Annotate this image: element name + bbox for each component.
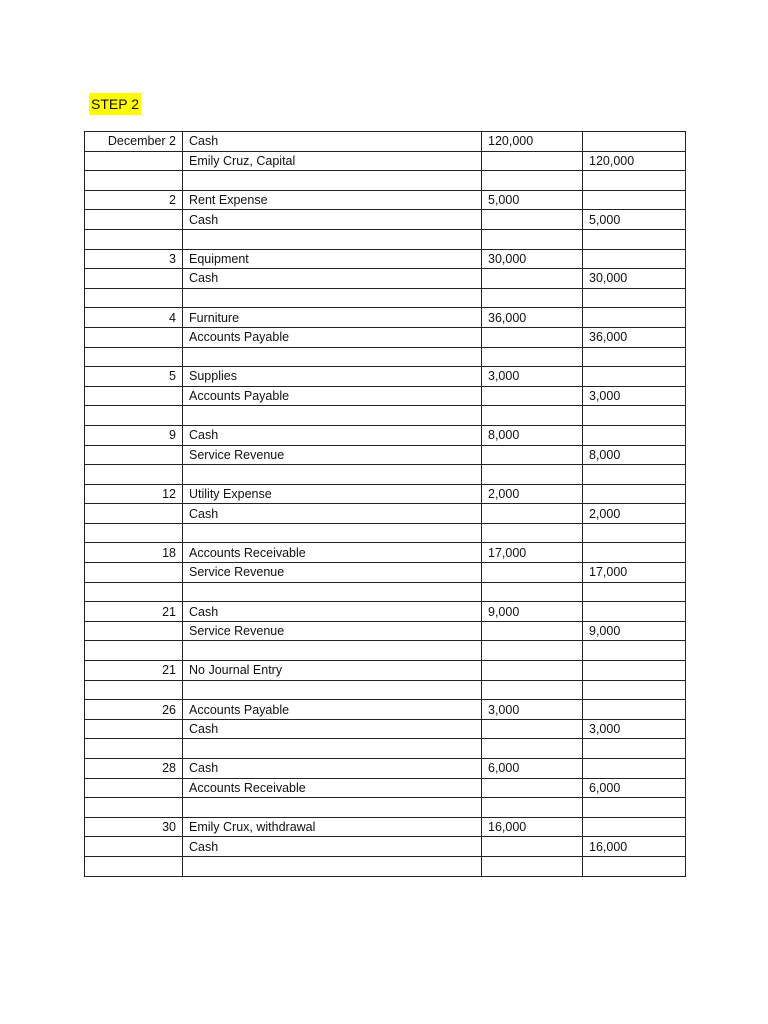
credit-cell: 6,000	[583, 778, 686, 798]
date-cell: 26	[85, 700, 183, 720]
date-cell	[85, 445, 183, 465]
journal-row	[85, 249, 686, 269]
account-cell: No Journal Entry	[183, 661, 482, 681]
journal-row	[85, 602, 686, 622]
journal-row	[85, 210, 686, 230]
debit-cell	[482, 210, 583, 230]
debit-cell	[482, 641, 583, 661]
debit-cell	[482, 229, 583, 249]
journal-row	[85, 151, 686, 171]
debit-cell	[482, 661, 583, 681]
date-cell: 5	[85, 367, 183, 387]
date-cell	[85, 523, 183, 543]
debit-cell	[482, 171, 583, 191]
journal-table	[84, 131, 686, 877]
debit-cell	[482, 465, 583, 485]
journal-row	[85, 543, 686, 563]
date-cell	[85, 347, 183, 367]
credit-cell	[583, 249, 686, 269]
date-cell	[85, 171, 183, 191]
date-cell	[85, 856, 183, 876]
account-cell	[183, 680, 482, 700]
debit-cell: 36,000	[482, 308, 583, 328]
account-cell: Emily Cruz, Capital	[183, 151, 482, 171]
account-cell	[183, 641, 482, 661]
date-cell: 30	[85, 817, 183, 837]
date-cell	[85, 582, 183, 602]
debit-cell	[482, 327, 583, 347]
journal-row	[85, 856, 686, 876]
date-cell: 28	[85, 759, 183, 779]
journal-row	[85, 504, 686, 524]
debit-cell: 16,000	[482, 817, 583, 837]
credit-cell	[583, 759, 686, 779]
journal-row	[85, 132, 686, 152]
account-cell	[183, 856, 482, 876]
credit-cell	[583, 798, 686, 818]
credit-cell	[583, 484, 686, 504]
account-cell: Cash	[183, 759, 482, 779]
account-cell: Equipment	[183, 249, 482, 269]
credit-cell	[583, 661, 686, 681]
account-cell: Cash	[183, 837, 482, 857]
date-cell	[85, 641, 183, 661]
credit-cell	[583, 288, 686, 308]
account-cell	[183, 229, 482, 249]
date-cell	[85, 406, 183, 426]
journal-row	[85, 621, 686, 641]
credit-cell	[583, 582, 686, 602]
date-cell	[85, 269, 183, 289]
journal-row	[85, 406, 686, 426]
credit-cell: 30,000	[583, 269, 686, 289]
journal-row	[85, 739, 686, 759]
debit-cell	[482, 445, 583, 465]
account-cell: Accounts Receivable	[183, 778, 482, 798]
account-cell: Rent Expense	[183, 190, 482, 210]
journal-row	[85, 347, 686, 367]
account-cell: Accounts Receivable	[183, 543, 482, 563]
debit-cell: 2,000	[482, 484, 583, 504]
account-cell: Accounts Payable	[183, 386, 482, 406]
debit-cell: 120,000	[482, 132, 583, 152]
credit-cell	[583, 856, 686, 876]
credit-cell	[583, 543, 686, 563]
date-cell	[85, 327, 183, 347]
credit-cell	[583, 308, 686, 328]
journal-row	[85, 190, 686, 210]
account-cell: Cash	[183, 719, 482, 739]
credit-cell: 3,000	[583, 386, 686, 406]
account-cell: Supplies	[183, 367, 482, 387]
journal-row	[85, 798, 686, 818]
account-cell: Cash	[183, 504, 482, 524]
credit-cell: 5,000	[583, 210, 686, 230]
account-cell	[183, 288, 482, 308]
date-cell: 18	[85, 543, 183, 563]
account-cell	[183, 347, 482, 367]
credit-cell	[583, 425, 686, 445]
date-cell: 4	[85, 308, 183, 328]
debit-cell	[482, 680, 583, 700]
debit-cell: 3,000	[482, 700, 583, 720]
account-cell: Cash	[183, 269, 482, 289]
credit-cell: 120,000	[583, 151, 686, 171]
debit-cell: 6,000	[482, 759, 583, 779]
date-cell	[85, 739, 183, 759]
account-cell: Accounts Payable	[183, 327, 482, 347]
journal-row	[85, 719, 686, 739]
debit-cell	[482, 582, 583, 602]
debit-cell	[482, 719, 583, 739]
credit-cell: 9,000	[583, 621, 686, 641]
debit-cell	[482, 151, 583, 171]
date-cell	[85, 621, 183, 641]
credit-cell: 17,000	[583, 563, 686, 583]
journal-row	[85, 367, 686, 387]
date-cell	[85, 680, 183, 700]
debit-cell	[482, 288, 583, 308]
date-cell	[85, 465, 183, 485]
account-cell	[183, 465, 482, 485]
journal-row	[85, 465, 686, 485]
journal-row	[85, 582, 686, 602]
date-cell: 21	[85, 602, 183, 622]
debit-cell: 30,000	[482, 249, 583, 269]
journal-row	[85, 837, 686, 857]
account-cell: Emily Crux, withdrawal	[183, 817, 482, 837]
account-cell: Cash	[183, 602, 482, 622]
account-cell: Accounts Payable	[183, 700, 482, 720]
debit-cell	[482, 504, 583, 524]
credit-cell	[583, 190, 686, 210]
debit-cell: 17,000	[482, 543, 583, 563]
credit-cell	[583, 171, 686, 191]
account-cell: Furniture	[183, 308, 482, 328]
account-cell	[183, 798, 482, 818]
credit-cell	[583, 817, 686, 837]
journal-row	[85, 308, 686, 328]
journal-row	[85, 778, 686, 798]
journal-row	[85, 171, 686, 191]
date-cell	[85, 798, 183, 818]
credit-cell	[583, 680, 686, 700]
date-cell: 3	[85, 249, 183, 269]
debit-cell	[482, 269, 583, 289]
date-cell: 21	[85, 661, 183, 681]
credit-cell: 16,000	[583, 837, 686, 857]
date-cell: 12	[85, 484, 183, 504]
account-cell: Utility Expense	[183, 484, 482, 504]
journal-row	[85, 680, 686, 700]
credit-cell	[583, 367, 686, 387]
credit-cell	[583, 700, 686, 720]
account-cell: Service Revenue	[183, 445, 482, 465]
debit-cell	[482, 347, 583, 367]
date-cell	[85, 288, 183, 308]
journal-row	[85, 817, 686, 837]
journal-row	[85, 445, 686, 465]
journal-row	[85, 523, 686, 543]
date-cell	[85, 719, 183, 739]
account-cell: Service Revenue	[183, 563, 482, 583]
date-cell	[85, 504, 183, 524]
debit-cell	[482, 837, 583, 857]
credit-cell	[583, 406, 686, 426]
journal-row	[85, 661, 686, 681]
account-cell: Service Revenue	[183, 621, 482, 641]
debit-cell	[482, 523, 583, 543]
account-cell: Cash	[183, 132, 482, 152]
credit-cell: 8,000	[583, 445, 686, 465]
account-cell	[183, 523, 482, 543]
account-cell	[183, 739, 482, 759]
date-cell: December 2	[85, 132, 183, 152]
debit-cell	[482, 778, 583, 798]
debit-cell: 5,000	[482, 190, 583, 210]
account-cell	[183, 171, 482, 191]
debit-cell	[482, 856, 583, 876]
date-cell: 2	[85, 190, 183, 210]
debit-cell	[482, 563, 583, 583]
date-cell	[85, 778, 183, 798]
credit-cell: 2,000	[583, 504, 686, 524]
credit-cell	[583, 229, 686, 249]
journal-row	[85, 386, 686, 406]
journal-row	[85, 563, 686, 583]
credit-cell	[583, 641, 686, 661]
account-cell	[183, 582, 482, 602]
debit-cell: 3,000	[482, 367, 583, 387]
journal-row	[85, 269, 686, 289]
date-cell	[85, 563, 183, 583]
debit-cell	[482, 386, 583, 406]
date-cell	[85, 210, 183, 230]
date-cell	[85, 837, 183, 857]
account-cell: Cash	[183, 425, 482, 445]
debit-cell: 8,000	[482, 425, 583, 445]
debit-cell	[482, 798, 583, 818]
credit-cell	[583, 602, 686, 622]
account-cell	[183, 406, 482, 426]
credit-cell	[583, 739, 686, 759]
journal-row	[85, 641, 686, 661]
debit-cell: 9,000	[482, 602, 583, 622]
credit-cell: 36,000	[583, 327, 686, 347]
debit-cell	[482, 406, 583, 426]
credit-cell	[583, 347, 686, 367]
journal-row	[85, 229, 686, 249]
date-cell	[85, 229, 183, 249]
journal-row	[85, 327, 686, 347]
credit-cell: 3,000	[583, 719, 686, 739]
credit-cell	[583, 523, 686, 543]
date-cell	[85, 151, 183, 171]
credit-cell	[583, 465, 686, 485]
journal-body	[85, 132, 686, 877]
journal-row	[85, 425, 686, 445]
journal-row	[85, 484, 686, 504]
debit-cell	[482, 621, 583, 641]
date-cell: 9	[85, 425, 183, 445]
credit-cell	[583, 132, 686, 152]
journal-row	[85, 759, 686, 779]
journal-row	[85, 700, 686, 720]
journal-row	[85, 288, 686, 308]
debit-cell	[482, 739, 583, 759]
account-cell: Cash	[183, 210, 482, 230]
date-cell	[85, 386, 183, 406]
step-title: STEP 2	[89, 93, 141, 115]
